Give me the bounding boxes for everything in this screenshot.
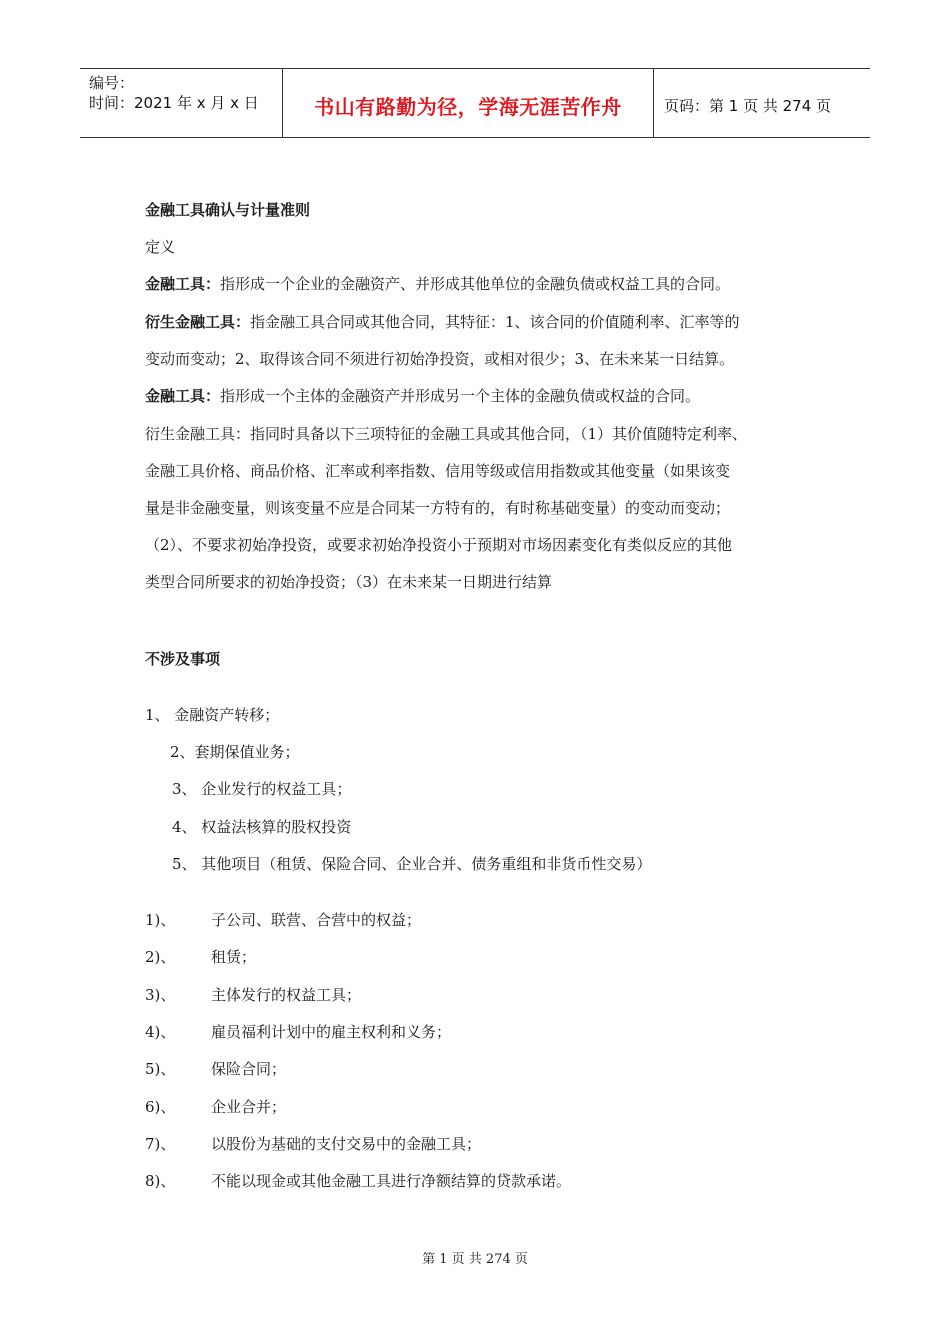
list-item [145,1134,482,1154]
definition-heading: 定义 [145,238,176,256]
term-label: 金融工具： [145,275,221,293]
list-text: 主体发行的权益工具； [211,986,362,1004]
document-date: 时间：2021 年 x 月 x 日 [89,94,259,112]
list-item [145,985,362,1005]
list-item [145,1022,452,1042]
page-footer: 第 1 页 共 274 页 [422,1252,528,1267]
list-item [145,1171,572,1191]
term-label: 衍生金融工具： [145,313,251,331]
list-number: 5)、 [145,1060,176,1078]
definition-derivative-continued: 变动而变动；2、取得该合同不须进行初始净投资，或相对很少；3、在未来某一日结算。 [145,350,735,368]
term-text: 指形成一个企业的金融资产、并形成其他单位的金融负债或权益工具的合同。 [220,275,731,293]
page-header [80,68,870,138]
header-motto-cell [282,69,654,137]
list-text: 以股份为基础的支付交易中的金融工具； [211,1135,482,1153]
definition-financial-instrument [145,274,730,294]
list-text: 企业合并； [211,1098,287,1116]
list-text: 雇员福利计划中的雇主权利和义务； [211,1023,452,1041]
list-item [145,1059,287,1079]
document-title: 金融工具确认与计量准则 [145,201,311,219]
list-number: 7)、 [145,1135,176,1153]
list-number: 8)、 [145,1172,176,1190]
list-number: 6)、 [145,1098,176,1116]
header-meta [80,69,282,137]
list-item: 5、 其他项目（租赁、保险合同、企业合并、债务重组和非货币性交易） [172,855,652,873]
list-item [145,1097,287,1117]
list-number: 4)、 [145,1023,176,1041]
list-item: 2、套期保值业务； [170,743,300,761]
list-text: 不能以现金或其他金融工具进行净额结算的贷款承诺。 [211,1172,572,1190]
header-motto: 书山有路勤为径，学海无涯苦作舟 [314,94,622,119]
paragraph-line: 金融工具价格、商品价格、汇率或利率指数、信用等级或信用指数或其他变量（如果该变 [145,462,731,480]
list-text: 保险合同； [211,1060,287,1078]
list-item: 4、 权益法核算的股权投资 [172,818,352,836]
header-page-info: 页码：第 1 页 共 274 页 [664,96,832,115]
list-item [145,910,422,930]
paragraph-line: （2）、不要求初始净投资，或要求初始净投资小于预期对市场因素变化有类似反应的其他 [145,536,733,554]
term-label: 金融工具： [145,387,221,405]
term-text: 指金融工具合同或其他合同，其特征：1、该合同的价值随利率、汇率等的 [250,313,740,331]
list-number: 3)、 [145,986,176,1004]
list-number: 1)、 [145,911,176,929]
term-text: 指形成一个主体的金融资产并形成另一个主体的金融负债或权益的合同。 [220,387,701,405]
list-text: 子公司、联营、合营中的权益； [211,911,422,929]
list-text: 租赁； [211,948,257,966]
paragraph-line: 量是非金融变量，则该变量不应是合同某一方特有的，有时称基础变量）的变动而变动； [145,499,731,517]
list-number: 2)、 [145,948,176,966]
list-item [145,947,257,967]
paragraph-line: 类型合同所要求的初始净投资；（3）在未来某一日期进行结算 [145,573,553,591]
excluded-heading: 不涉及事项 [145,650,221,668]
definition-financial-instrument-2 [145,386,700,406]
definition-derivative [145,312,740,332]
list-item: 3、 企业发行的权益工具； [172,780,352,798]
list-item: 1、 金融资产转移； [145,706,280,724]
paragraph-line: 衍生金融工具：指同时具备以下三项特征的金融工具或其他合同，（1）其价值随特定利率、 [145,425,748,443]
document-number-label: 编号： [89,74,135,92]
